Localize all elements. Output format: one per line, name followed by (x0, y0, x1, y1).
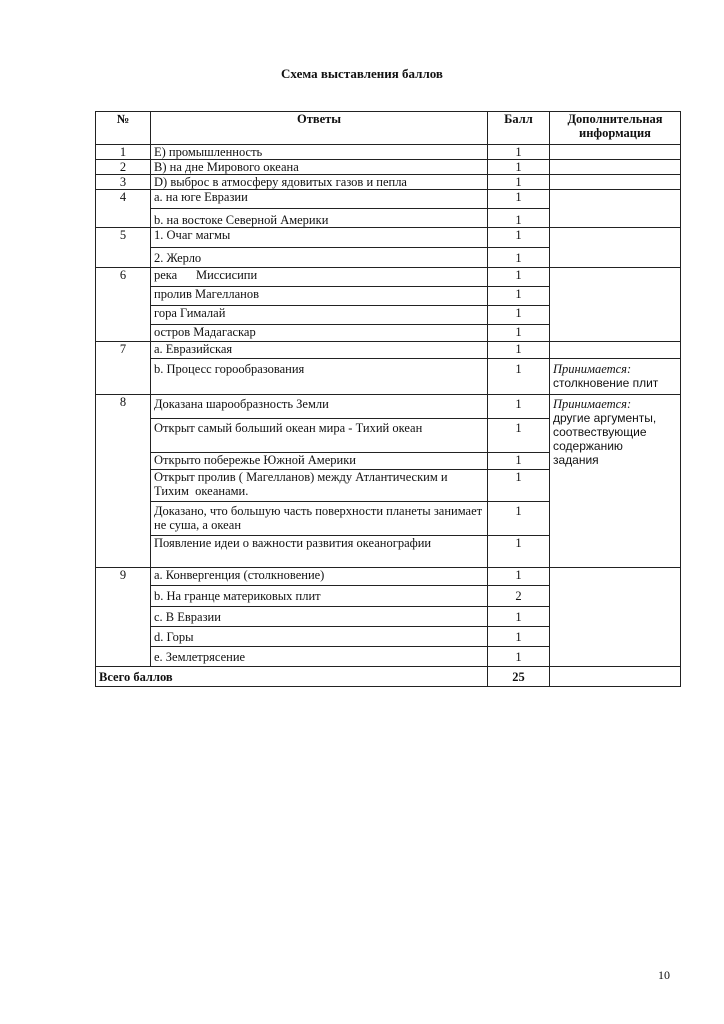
info-accepted-text: столкновение плит (553, 376, 659, 390)
info-cell (550, 342, 681, 359)
answer-cell: b. на востоке Северной Америки (151, 209, 488, 228)
answer-cell: река Миссисипи (151, 268, 488, 287)
points-cell: 1 (488, 145, 550, 160)
score-table (95, 111, 681, 687)
info-cell (550, 160, 681, 175)
answer-cell: e. Землетрясение (151, 647, 488, 667)
info-cell (550, 359, 681, 395)
points-cell: 1 (488, 342, 550, 359)
points-cell: 1 (488, 395, 550, 419)
question-number: 7 (96, 342, 151, 395)
points-cell: 1 (488, 470, 550, 502)
table-row (96, 160, 681, 175)
points-cell: 1 (488, 419, 550, 453)
points-cell: 1 (488, 453, 550, 470)
answer-cell: b. Процесс горообразования (151, 359, 488, 395)
info-cell (550, 190, 681, 228)
table-row (96, 359, 681, 395)
table-header-row (96, 112, 681, 145)
table-row (96, 145, 681, 160)
header-num: № (96, 112, 151, 145)
points-cell: 1 (488, 248, 550, 268)
table-total-row (96, 667, 681, 687)
total-points: 25 (488, 667, 550, 687)
page-number: 10 (658, 968, 670, 982)
points-cell: 1 (488, 228, 550, 248)
answer-cell: пролив Магелланов (151, 287, 488, 306)
info-cell (550, 268, 681, 342)
info-accepted-text: другие аргументы, соотвествующие содержанию задания (553, 411, 657, 467)
info-accepted-label: Принимается: (553, 397, 632, 411)
answer-cell: d. Горы (151, 627, 488, 647)
points-cell: 1 (488, 502, 550, 536)
question-number: 8 (96, 395, 151, 568)
answer-cell: Появление идеи о важности развития океанографии (151, 536, 488, 568)
points-cell: 1 (488, 160, 550, 175)
points-cell: 1 (488, 536, 550, 568)
points-cell: 1 (488, 175, 550, 190)
points-cell: 1 (488, 287, 550, 306)
total-label: Всего баллов (96, 667, 488, 687)
info-cell (550, 667, 681, 687)
info-accepted-label: Принимается: (553, 362, 632, 376)
info-cell (550, 145, 681, 160)
answer-cell: D) выброс в атмосферу ядовитых газов и пепла (151, 175, 488, 190)
points-cell: 1 (488, 325, 550, 342)
info-cell (550, 395, 681, 568)
answer-cell: Доказано, что большую часть поверхности планеты занимает не суша, а океан (151, 502, 488, 536)
question-number: 9 (96, 568, 151, 667)
answer-cell: Открыт самый больший океан мира - Тихий океан (151, 419, 488, 453)
answer-cell: Открыто побережье Южной Америки (151, 453, 488, 470)
answer-cell: a. на юге Евразии (151, 190, 488, 209)
question-number: 6 (96, 268, 151, 342)
answer-cell: B) на дне Мирового океана (151, 160, 488, 175)
answer-cell: Открыт пролив ( Магелланов) между Атлантическим и Тихим океанами. (151, 470, 488, 502)
answer-cell: 1. Очаг магмы (151, 228, 488, 248)
info-cell (550, 228, 681, 268)
answer-cell: b. На гранце материковых плит (151, 586, 488, 607)
points-cell: 1 (488, 359, 550, 395)
answer-cell: Доказана шарообразность Земли (151, 395, 488, 419)
points-cell: 1 (488, 568, 550, 586)
answer-cell: a. Конвергенция (столкновение) (151, 568, 488, 586)
question-number: 5 (96, 228, 151, 268)
table-row (96, 175, 681, 190)
answer-cell: остров Мадагаскар (151, 325, 488, 342)
points-cell: 1 (488, 306, 550, 325)
points-cell: 1 (488, 627, 550, 647)
points-cell: 1 (488, 607, 550, 627)
points-cell: 2 (488, 586, 550, 607)
header-info: Дополнительная информация (550, 112, 681, 145)
points-cell: 1 (488, 190, 550, 209)
header-points: Балл (488, 112, 550, 145)
answer-cell: a. Евразийская (151, 342, 488, 359)
question-number: 3 (96, 175, 151, 190)
question-number: 2 (96, 160, 151, 175)
table-row (96, 395, 681, 419)
page-title: Схема выставления баллов (281, 66, 443, 81)
table-row (96, 228, 681, 248)
answer-cell: E) промышленность (151, 145, 488, 160)
points-cell: 1 (488, 268, 550, 287)
answer-cell: гора Гималай (151, 306, 488, 325)
question-number: 1 (96, 145, 151, 160)
table-row (96, 342, 681, 359)
header-answers: Ответы (151, 112, 488, 145)
answer-cell: 2. Жерло (151, 248, 488, 268)
info-cell (550, 175, 681, 190)
points-cell: 1 (488, 209, 550, 228)
table-row (96, 568, 681, 586)
points-cell: 1 (488, 647, 550, 667)
answer-cell: c. В Евразии (151, 607, 488, 627)
table-row (96, 190, 681, 209)
info-cell (550, 568, 681, 667)
table-row (96, 268, 681, 287)
question-number: 4 (96, 190, 151, 228)
